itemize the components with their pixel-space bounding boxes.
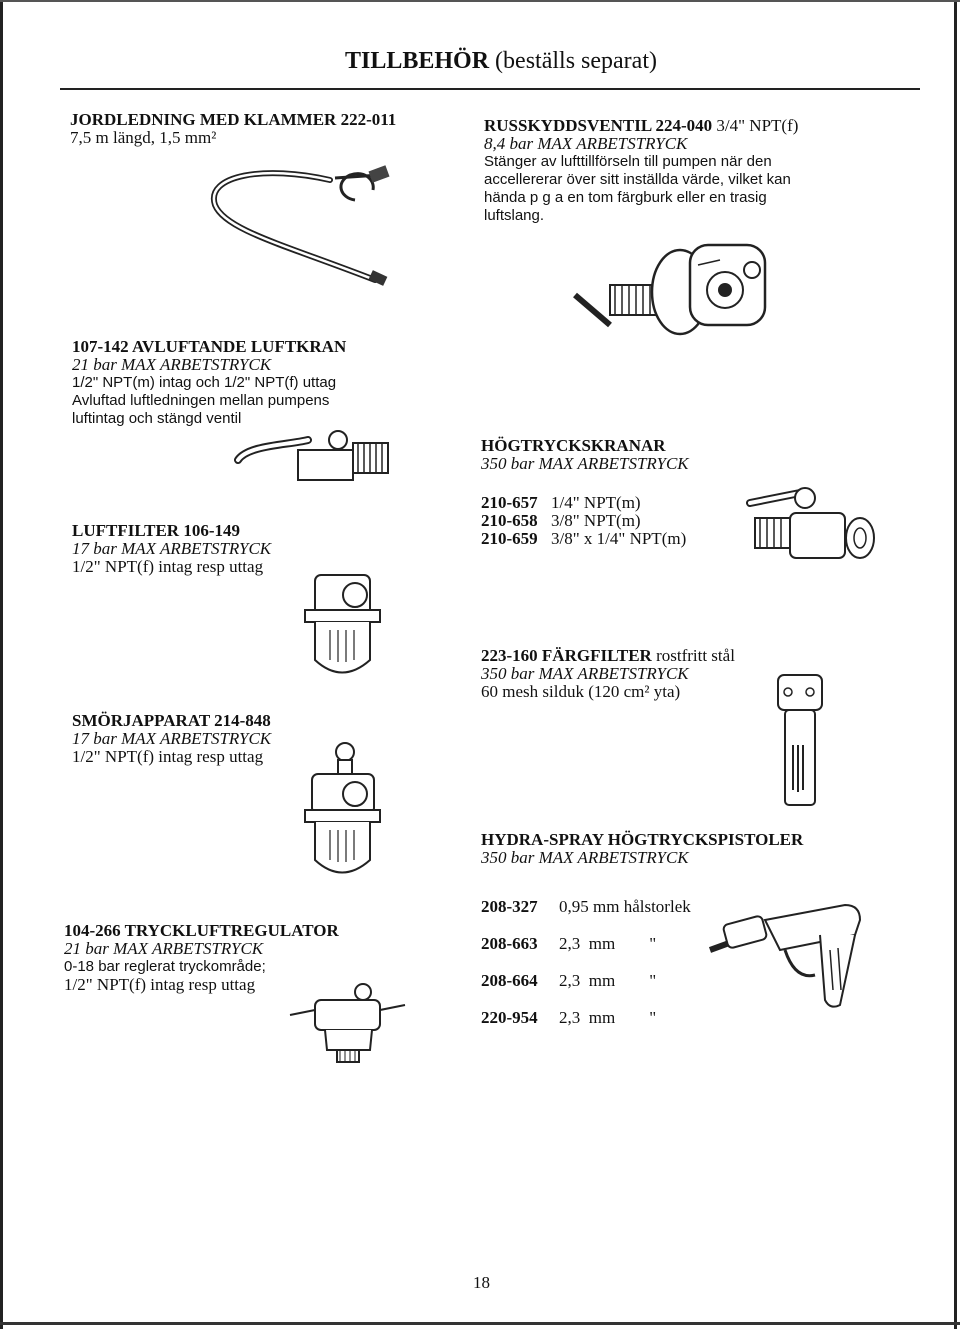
variant-code: 210-658 xyxy=(481,511,538,530)
runaway-valve-illustration xyxy=(570,230,780,340)
item-heading: 223-160 FÄRGFILTER xyxy=(481,646,652,665)
item-luftfilter xyxy=(72,522,271,576)
item-heading-suffix: 3/4" NPT(f) xyxy=(716,116,799,135)
variant-desc: 3/8" x 1/4" NPT(m) xyxy=(551,529,687,548)
variant-code: 210-657 xyxy=(481,493,538,512)
item-spec: 1/2" NPT(f) intag resp uttag xyxy=(72,557,264,576)
page-number: 18 xyxy=(473,1273,490,1292)
item-spec: 60 mesh silduk (120 cm² yta) xyxy=(481,682,681,701)
item-pressure: 21 bar MAX ARBETSTRYCK xyxy=(72,355,272,374)
page-border-right xyxy=(954,0,957,1329)
page-title-main: TILLBEHÖR xyxy=(345,48,490,74)
item-fargfilter xyxy=(481,647,735,701)
variant-desc: 0,95 mm hålstorlek xyxy=(559,897,691,916)
item-pressure: 350 bar MAX ARBETSTRYCK xyxy=(481,848,689,867)
item-desc-2: accellererar över sitt inställda värde, vilket kan xyxy=(484,171,791,188)
variant-code: 208-663 xyxy=(481,934,538,953)
item-pressure: 350 bar MAX ARBETSTRYCK xyxy=(481,664,689,683)
page-title-note: (beställs separat) xyxy=(495,48,657,74)
spray-gun-illustration xyxy=(705,890,870,1015)
variant-desc: 3/8" NPT(m) xyxy=(551,511,641,530)
high-pressure-valve-illustration xyxy=(745,483,880,578)
hogtryck-variant-list xyxy=(481,494,686,548)
item-hogtryckskranar xyxy=(481,437,689,473)
item-spec: 7,5 m längd, 1,5 mm² xyxy=(70,128,217,147)
item-heading-suffix: rostfritt stål xyxy=(656,646,735,665)
item-hydra-spray xyxy=(481,831,803,867)
item-spec-2: 1/2" NPT(f) intag resp uttag xyxy=(64,975,256,994)
item-pressure: 350 bar MAX ARBETSTRYCK xyxy=(481,454,689,473)
title-divider xyxy=(60,88,920,90)
variant-code: 210-659 xyxy=(481,529,538,548)
item-pressure: 17 bar MAX ARBETSTRYCK xyxy=(72,539,272,558)
lubricator-illustration xyxy=(300,740,385,885)
item-pressure: 21 bar MAX ARBETSTRYCK xyxy=(64,939,264,958)
item-heading: HÖGTRYCKSKRANAR xyxy=(481,436,666,455)
variant-code: 208-327 xyxy=(481,897,538,916)
ground-cable-illustration xyxy=(205,160,435,295)
item-avluftande-luftkran xyxy=(72,338,346,428)
item-pressure: 8,4 bar MAX ARBETSTRYCK xyxy=(484,134,688,153)
air-filter-illustration xyxy=(300,560,385,685)
item-jordledning xyxy=(70,111,396,147)
item-spec-2: Avluftad luftledningen mellan pumpens xyxy=(72,392,330,409)
paint-filter-illustration xyxy=(770,670,830,810)
item-desc-3: hända p g a en tom färgburk eller en trasig xyxy=(484,189,767,206)
air-regulator-illustration xyxy=(285,980,410,1065)
item-heading: LUFTFILTER 106-149 xyxy=(72,521,240,540)
page-border-left xyxy=(0,0,3,1329)
item-spec-1: 1/2" NPT(m) intag och 1/2" NPT(f) uttag xyxy=(72,374,337,391)
item-spec: 1/2" NPT(f) intag resp uttag xyxy=(72,747,264,766)
item-smorjapparat xyxy=(72,712,271,766)
page-title xyxy=(345,48,657,75)
bleed-valve-illustration xyxy=(228,425,398,495)
page-border-bottom xyxy=(0,1322,960,1325)
page-border-top xyxy=(0,0,960,2)
item-heading: SMÖRJAPPARAT 214-848 xyxy=(72,711,271,730)
item-spec-3: luftintag och stängd ventil xyxy=(72,410,242,427)
item-heading: HYDRA-SPRAY HÖGTRYCKSPISTOLER xyxy=(481,830,804,849)
hydra-variant-list xyxy=(481,888,691,1036)
item-desc-4: luftslang. xyxy=(484,207,545,224)
variant-desc: 2,3 mm " xyxy=(559,934,657,953)
item-heading: RUSSKYDDSVENTIL 224-040 xyxy=(484,116,713,135)
item-heading: 104-266 TRYCKLUFTREGULATOR xyxy=(64,921,339,940)
item-desc-1: Stänger av lufttillförseln till pumpen när den xyxy=(484,153,772,170)
variant-desc: 2,3 mm " xyxy=(559,971,657,990)
item-heading: JORDLEDNING MED KLAMMER 222-011 xyxy=(70,110,397,129)
item-pressure: 17 bar MAX ARBETSTRYCK xyxy=(72,729,272,748)
variant-desc: 2,3 mm " xyxy=(559,1008,657,1027)
item-russkyddsventil xyxy=(484,117,798,225)
variant-code: 208-664 xyxy=(481,971,538,990)
item-spec-1: 0-18 bar reglerat tryckområde; xyxy=(64,958,266,975)
variant-code: 220-954 xyxy=(481,1008,538,1027)
item-heading: 107-142 AVLUFTANDE LUFTKRAN xyxy=(72,337,347,356)
variant-desc: 1/4" NPT(m) xyxy=(551,493,641,512)
